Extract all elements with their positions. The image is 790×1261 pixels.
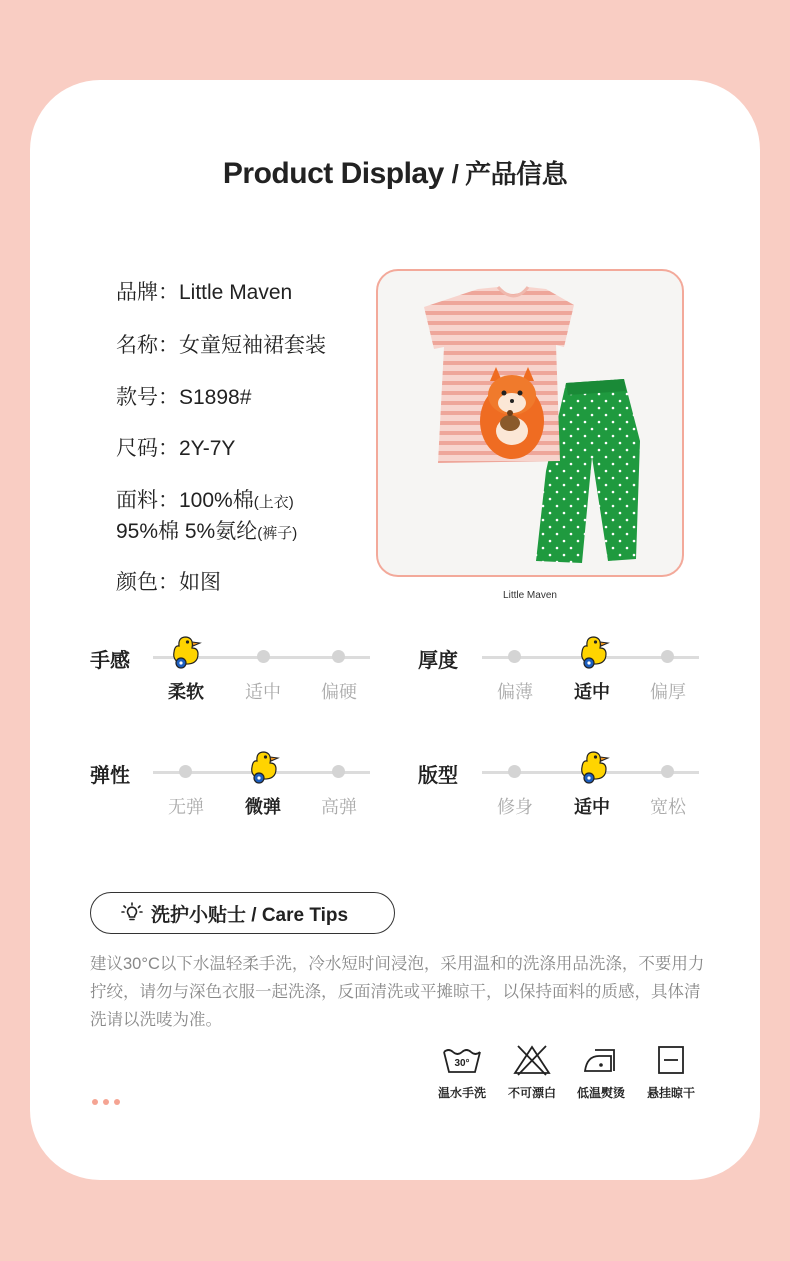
- duck-marker-icon: [168, 632, 204, 670]
- care-instructions-text: 建议30°C以下水温轻柔手洗，冷水短时间浸泡，采用温和的洗涤用品洗涤，不要用力拧绞，请勿与深色衣服一起洗涤，反面清洗或平摊晾干，以保持面料的质感，具体清洗请以洗唛为准。: [90, 955, 705, 1029]
- rating-dot: [661, 765, 674, 778]
- rating-option: 高弹: [321, 797, 357, 817]
- rating-option: 宽松: [650, 797, 686, 817]
- rating-dot: [508, 765, 521, 778]
- lightbulb-icon: [121, 902, 143, 924]
- info-model: 款号：S1898#: [116, 386, 252, 409]
- info-brand: 品牌：Little Maven: [116, 281, 293, 304]
- rating-option: 柔软: [168, 682, 204, 702]
- rating-option: 修身: [497, 797, 533, 817]
- rating-dot: [332, 650, 345, 663]
- rating-option: 偏薄: [497, 682, 533, 702]
- care-hang-dry: 悬挂晾干: [636, 1044, 706, 1101]
- rating-option: 适中: [574, 682, 610, 702]
- photo-caption: Little Maven: [503, 590, 557, 601]
- rating-label: 弹性: [90, 765, 130, 787]
- duck-marker-icon: [576, 632, 612, 670]
- info-fabric-line1: 面料：100%棉(上衣): [116, 489, 294, 512]
- dress-and-leggings-illustration: [378, 271, 684, 577]
- wash-temp: 30°: [454, 1058, 470, 1069]
- rating-option: 偏硬: [321, 682, 357, 702]
- rating-dot: [257, 650, 270, 663]
- no-bleach-icon: [512, 1044, 552, 1076]
- page-title: [0, 154, 790, 191]
- care-low-iron: 低温熨烫: [566, 1044, 636, 1101]
- title-sub: / 产品信息: [451, 159, 568, 189]
- rating-dot: [661, 650, 674, 663]
- care-no-bleach: 不可漂白: [497, 1044, 567, 1101]
- rating-option: 适中: [574, 797, 610, 817]
- rating-label: 版型: [418, 765, 458, 787]
- hand-wash-30-icon: [442, 1044, 482, 1076]
- low-iron-icon: [581, 1044, 621, 1076]
- info-name: 名称：女童短袖裙套装: [116, 334, 326, 357]
- care-hand-wash: 30° 温水手洗: [427, 1044, 497, 1101]
- care-tips-label: 洗护小贴士 / Care Tips: [151, 904, 349, 926]
- rating-label: 厚度: [418, 650, 458, 672]
- hang-dry-icon: [651, 1044, 691, 1076]
- rating-dot: [508, 650, 521, 663]
- care-tips-pill: [90, 892, 395, 934]
- rating-label: 手感: [90, 650, 130, 672]
- rating-dot: [179, 765, 192, 778]
- rating-option: 微弹: [245, 797, 281, 817]
- rating-option: 无弹: [168, 797, 204, 817]
- page-indicator-dots: [92, 1092, 125, 1110]
- product-photo: [376, 269, 684, 577]
- rating-option: 偏厚: [650, 682, 686, 702]
- info-fabric-line2: 95%棉 5%氨纶(裤子): [116, 520, 298, 543]
- rating-dot: [332, 765, 345, 778]
- duck-marker-icon: [576, 747, 612, 785]
- title-main: Product Display: [222, 157, 444, 190]
- duck-marker-icon: [246, 747, 282, 785]
- info-size: 尺码：2Y-7Y: [116, 437, 236, 460]
- rating-option: 适中: [245, 682, 281, 702]
- info-color: 颜色：如图: [116, 571, 221, 594]
